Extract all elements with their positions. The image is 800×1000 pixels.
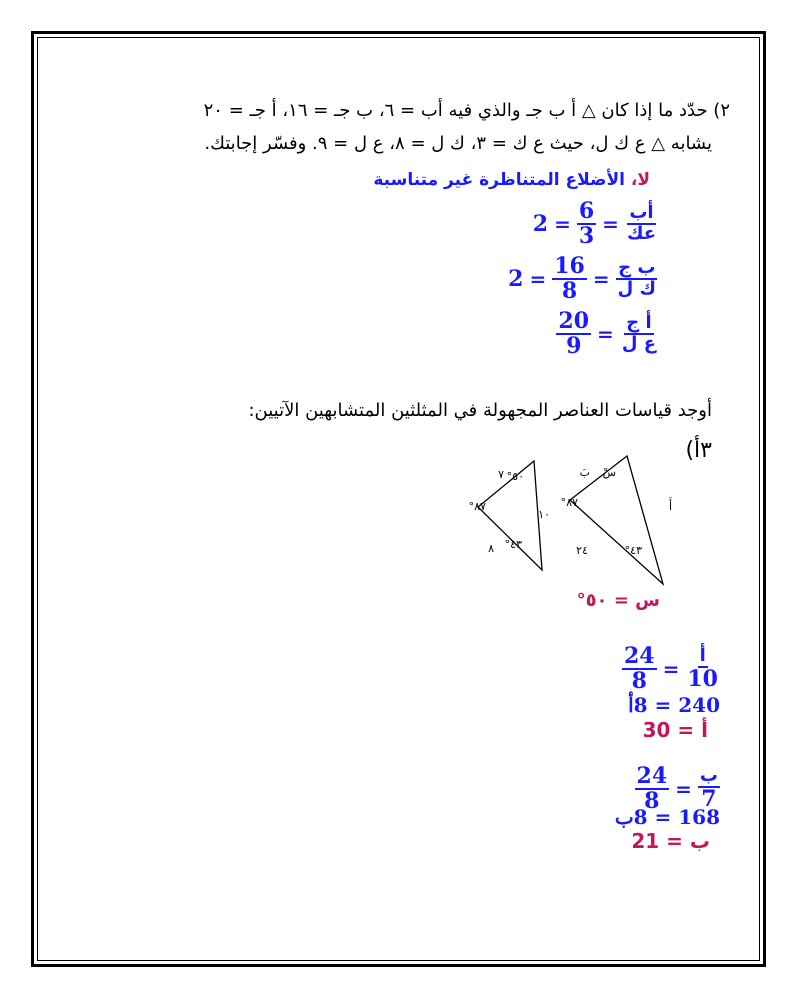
similar-triangles-figure [460,440,690,590]
small-bottom-angle: ٤٣° [504,538,522,551]
solve-a-result: أ = 30 [642,718,708,742]
ratio1-lhs-den: عك [626,223,656,245]
solve-a-rhs [685,647,720,691]
solve-a-lhs [622,645,657,693]
large-right-side: أَ [668,500,672,513]
ratio2-rhs-den: 8 [561,278,578,305]
large-top-side: بَ [579,466,590,479]
equals-sign: = [597,322,614,347]
ratio2-result: 2 [508,266,524,293]
ratio3-rhs-num: 20 [558,308,590,334]
small-right-side: ١٠ [538,508,550,521]
ratio2-lhs [616,259,658,299]
ratio3-lhs [620,314,658,354]
small-left-angle: ٨٧° [468,500,486,513]
large-bottom-side: ٢٤ [576,544,588,557]
ratio-row-1 [533,200,658,248]
ratio3-rhs-den: 9 [566,333,582,360]
large-left-angle: ٨٧° [560,496,578,509]
ratio-row-2 [508,255,658,303]
ratio-row-3 [556,310,658,358]
ratio2-lhs-den: ك ل [617,278,656,300]
large-top-angle: سْ [602,466,616,479]
solve-a-rhs-num: أ [699,645,706,667]
solve-a-lhs-den: 8 [631,668,647,695]
ratio1-lhs-num: أب [629,202,654,224]
ratio3-lhs-num: أ ج [626,312,652,334]
solve-b-rhs-den: 7 [701,785,717,812]
large-bottom-angle: ٤٣° [624,544,642,557]
equals-sign: = [662,657,680,682]
ratio3-lhs-den: ع ل [621,333,656,355]
ratio3-rhs [556,310,591,358]
question2-line1: ٢) حدّد ما إذا كان △ أ ب جـ والذي فيه أب = ٦، ب جـ = ١٦، أ جـ = ٢٠ [203,100,730,121]
equals-sign: = [554,212,571,237]
ratio1-rhs-num: 6 [578,198,595,224]
ratio2-rhs-num: 16 [554,253,585,279]
question3-heading: أوجد قياسات العناصر المجهولة في المثلثين المتشابهين الآتيين: [248,400,712,421]
solve-b-lhs-num: 24 [636,763,668,789]
equals-sign: = [675,777,692,802]
solve-b-lhs-den: 8 [644,788,660,815]
answer-no: لا، [630,170,650,190]
question2-line2: يشابه △ ع ك ل، حيث ع ك = ٣، ك ل = ٨، ع ل = ٩. وفسّر إجابتك. [204,133,712,154]
solve-b-step: 168 = 8ب [614,805,720,829]
small-top-side: ٧ [498,468,504,481]
question3-label: ٣أ) [685,438,712,463]
solve-b-result: ب = 21 [631,829,710,853]
equals-sign: = [602,212,619,237]
solve-b-rhs-num: ب [699,765,718,787]
ratio2-rhs [552,255,587,303]
question2-answer [373,170,650,190]
solve-a-lhs-num: 24 [623,643,655,669]
solve-a-proportion [622,645,720,693]
ratio2-lhs-num: ب ج [618,257,656,279]
equals-sign: = [529,267,547,292]
small-bottom-side: ٨ [488,542,494,555]
ratio1-rhs-den: 3 [578,223,595,250]
ratio1-lhs [625,204,658,244]
angle-answer: س = ٥٠° [576,590,660,611]
ratio1-rhs [577,200,596,248]
solve-a-step: 240 = 8أ [628,693,720,717]
ratio1-result: 2 [532,211,549,238]
answer-reason: الأضلاع المتناظرة غير متناسبة [373,170,625,190]
small-top-angle: ٥٠° [506,470,524,483]
solve-a-rhs-den: 10 [687,665,718,692]
equals-sign: = [592,267,610,292]
